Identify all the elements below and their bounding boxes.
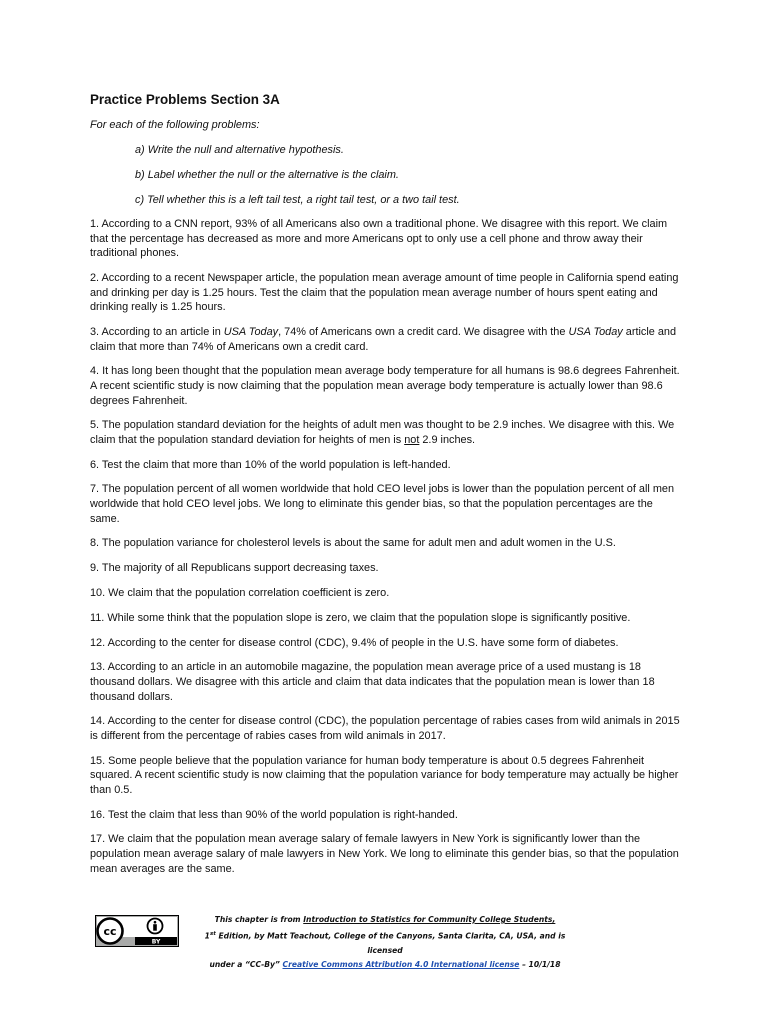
by-label: BY	[151, 938, 161, 946]
cc-by-license-badge	[95, 915, 179, 947]
instruction-c: c) Tell whether this is a left tail test, a right tail test, or a two tail test.	[135, 194, 460, 206]
problem-13: 13. According to an article in an automobile magazine, the population mean average price of a used mustang is 18 thousand dollars. We disagree with this article and claim that data indicates that the population mean is lower than 18 thousand dollars.	[90, 661, 655, 703]
footer-text: under a “CC-By”	[209, 959, 283, 969]
footer-text: Edition, by Matt Teachout, College of the Canyons, Santa Clarita, CA, USA, and is licensed	[215, 931, 566, 955]
cc-label: cc	[103, 925, 117, 938]
edition-superscript: st	[209, 931, 216, 937]
footer-text: This chapter is from	[214, 915, 304, 924]
problem-4: 4. It has long been thought that the population mean average body temperature for all humans is 98.6 degrees Fahrenheit. A recent scientific study is now claiming that the population mean average body temperature is actually lower than 98.6 degrees Fahrenheit.	[90, 365, 680, 407]
footer-date: – 10/1/18	[519, 959, 561, 969]
problem-15: 15. Some people believe that the population variance for human body temperature is about 0.5 degrees Fahrenheit squared. A recent scientific study is now claiming that the population variance for body temperature may actually be higher than 0.5.	[90, 754, 679, 796]
instructions: For each of the following problems:	[90, 119, 260, 131]
footer-line-1	[195, 913, 575, 927]
problem-5	[90, 418, 680, 447]
problem-6: 6. Test the claim that more than 10% of the world population is left-handed.	[90, 458, 451, 471]
problem-5-text: 2.9 inches.	[419, 433, 476, 446]
footer-line-2	[195, 927, 575, 958]
problem-10: 10. We claim that the population correlation coefficient is zero.	[90, 586, 390, 599]
problem-3	[90, 325, 680, 354]
footer-line-3	[195, 958, 575, 972]
problem-9: 9. The majority of all Republicans support decreasing taxes.	[90, 562, 379, 575]
license-link[interactable]: Creative Commons Attribution 4.0 International license	[282, 959, 520, 969]
license-footer	[195, 913, 575, 972]
problem-5-text: 5. The population standard deviation for the heights of adult men was thought to be 2.9 inches. We disagree with this. We claim that the population standard deviation for heights of men is	[90, 419, 675, 446]
problem-3-text: , 74% of Americans own a credit card. We disagree with the	[278, 325, 569, 338]
problem-17: 17. We claim that the population mean average salary of female lawyers in New York is significantly lower than the population mean average salary of male lawyers in New York. We long to eliminate this gender bias, so that the population mean averages are the same.	[90, 833, 679, 875]
usa-today-title: USA Today	[568, 325, 623, 338]
problem-list	[90, 217, 680, 886]
problem-12: 12. According to the center for disease control (CDC), 9.4% of people in the U.S. have some form of diabetes.	[90, 636, 619, 649]
problem-14: 14. According to the center for disease control (CDC), the population percentage of rabies cases from wild animals in 2015 is different from the percentage of rabies cases from wild animals in 2017.	[90, 715, 680, 742]
problem-3-text: article and claim that more than 74% of Americans own a credit card.	[90, 325, 677, 353]
usa-today-title: USA Today	[223, 325, 279, 338]
problem-3-text: 3. According to an article in	[90, 325, 224, 338]
problem-2: 2. According to a recent Newspaper article, the population mean average amount of time people in California spend eating and drinking per day is 1.25 hours. Test the claim that the population mean average number of hours spent eating and drinking really is 1.25 hours.	[90, 271, 679, 314]
instruction-a: a) Write the null and alternative hypothesis.	[135, 144, 344, 156]
problem-8: 8. The population variance for cholesterol levels is about the same for adult men and adult women in the U.S.	[90, 537, 616, 550]
underlined-not: not	[404, 433, 420, 446]
problem-1: 1. According to a CNN report, 93% of all Americans also own a traditional phone. We disagree with this report. We claim that the percentage has decreased as more and more Americans opt to only use a cell phone and throw away their traditional phones.	[90, 218, 668, 260]
book-title: Introduction to Statistics for Community College Students,	[303, 915, 556, 924]
footer-text: 1	[204, 931, 210, 941]
page-title: Practice Problems Section 3A	[90, 92, 280, 107]
problem-11: 11. While some think that the population slope is zero, we claim that the population slope is significantly positive.	[90, 611, 631, 624]
problem-7: 7. The population percent of all women worldwide that hold CEO level jobs is lower than the population percent of all men worldwide that hold CEO level jobs. We long to eliminate this gender bias, so that the population percentages are the same.	[90, 483, 674, 525]
instruction-b: b) Label whether the null or the alternative is the claim.	[135, 169, 399, 181]
problem-16: 16. Test the claim that less than 90% of the world population is right-handed.	[90, 808, 458, 821]
